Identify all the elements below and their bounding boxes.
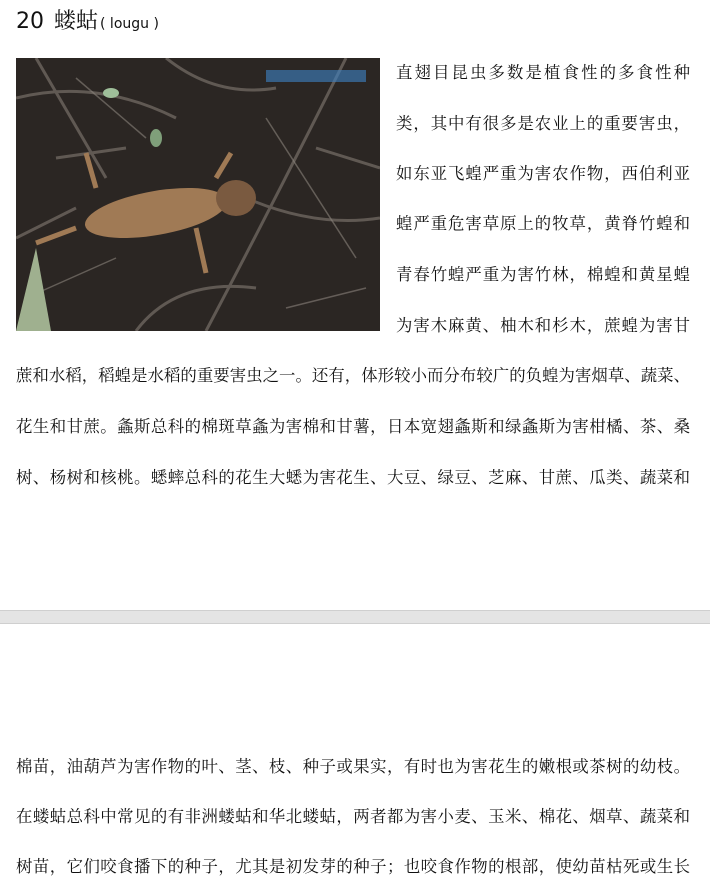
text-line: 青春竹蝗严重为害竹林，棉蝗和黄星蝗: [396, 265, 690, 284]
text-line: 树苗，它们咬食播下的种子，尤其是初发芽的种子；也咬食作物的根部，使幼苗枯死或生长: [16, 857, 690, 876]
page-separator: [0, 610, 710, 624]
text-line: 树、杨树和核桃。蟋蟀总科的花生大蟋为害花生、大豆、绿豆、芝麻、甘蔗、瓜类、蔬菜和: [16, 468, 690, 487]
text-line: 在蝼蛄总科中常见的有非洲蝼蛄和华北蝼蛄，两者都为害小麦、玉米、棉花、烟草、蔬菜和: [16, 807, 690, 826]
text-line: 如东亚飞蝗严重为害农作物，西伯利亚: [396, 164, 690, 183]
section-number: 20: [16, 9, 44, 34]
section-heading: [16, 6, 159, 40]
text-line: 为害木麻黄、柚木和杉木，蔗蝗为害甘: [396, 316, 690, 335]
mole-cricket-photo: [16, 58, 380, 331]
text-line: 蔗和水稻，稻蝗是水稻的重要害虫之一。还有，体形较小而分布较广的负蝗为害烟草、蔬菜、: [16, 366, 690, 385]
text-line: 棉苗，油葫芦为害作物的叶、茎、枝、种子或果实，有时也为害花生的嫩根或茶树的幼枝。: [16, 757, 690, 776]
section-pinyin: ( lougu ): [100, 16, 159, 32]
text-line: 花生和甘蔗。螽斯总科的棉斑草螽为害棉和甘薯，日本宽翅螽斯和绿螽斯为害柑橘、茶、桑: [16, 417, 690, 436]
section-name: 蝼蛄: [54, 9, 99, 34]
text-line: 类，其中有很多是农业上的重要害虫，: [396, 114, 690, 133]
text-line: 蝗严重危害草原上的牧草，黄脊竹蝗和: [396, 214, 690, 233]
text-line: 直翅目昆虫多数是植食性的多食性种: [396, 63, 690, 82]
